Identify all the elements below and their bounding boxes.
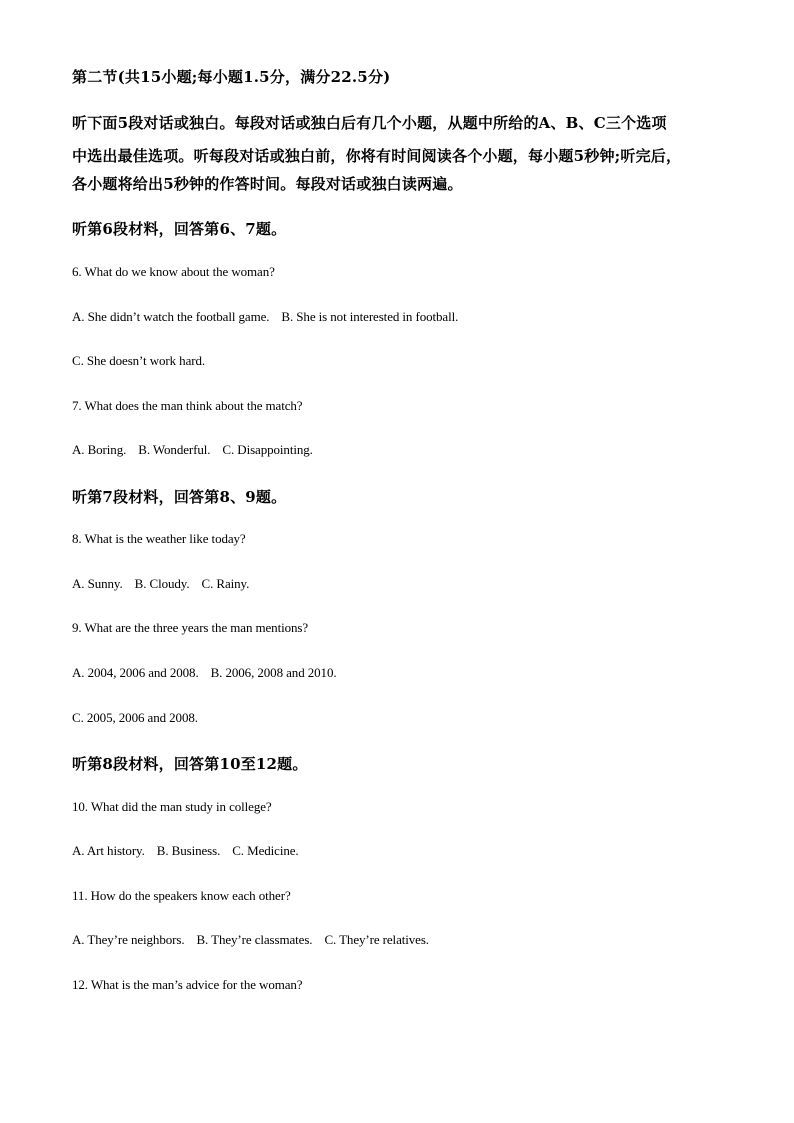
question-7-options <box>72 442 313 458</box>
question-10-options <box>72 843 299 859</box>
question-7-option-b: B. Wonderful. <box>138 442 211 457</box>
question-8-stem: 8. What is the weather like today? <box>72 531 246 546</box>
question-8-option-c: C. Rainy. <box>201 576 250 591</box>
question-6-option-a: A. She didn’t watch the football game. <box>72 309 270 324</box>
question-9-stem: 9. What are the three years the man mentions? <box>72 620 309 635</box>
question-10-option-c: C. Medicine. <box>232 843 299 858</box>
question-11-stem: 11. How do the speakers know each other? <box>72 888 291 903</box>
question-9-option-b: B. 2006, 2008 and 2010. <box>210 665 337 680</box>
question-10-option-a: A. Art history. <box>72 843 145 858</box>
instruction-line: 各小题将给出5秒钟的作答时间。每段对话或独白读两遍。 <box>72 175 463 193</box>
question-9-options <box>72 665 337 681</box>
question-7-option-c: C. Disappointing. <box>222 442 313 457</box>
question-9-option-c: C. 2005, 2006 and 2008. <box>72 710 198 725</box>
question-12-stem: 12. What is the man’s advice for the woman? <box>72 977 303 992</box>
question-8-option-a: A. Sunny. <box>72 576 123 591</box>
question-9-option-a: A. 2004, 2006 and 2008. <box>72 665 199 680</box>
question-7-option-a: A. Boring. <box>72 442 127 457</box>
instruction-line: 中选出最佳选项。听每段对话或独白前，你将有时间阅读各个小题，每小题5秒钟;听完后， <box>72 147 682 165</box>
group-header-material-6: 听第6段材料，回答第6、7题。 <box>72 220 287 238</box>
question-9-options <box>72 710 198 726</box>
question-11-option-c: C. They’re relatives. <box>324 932 429 947</box>
question-11-options <box>72 932 429 948</box>
section-heading: 第二节(共15小题;每小题1.5分，满分22.5分) <box>72 68 391 86</box>
group-header-material-7: 听第7段材料，回答第8、9题。 <box>72 488 287 506</box>
question-6-options <box>72 309 458 325</box>
question-8-options <box>72 576 249 592</box>
question-8-option-b: B. Cloudy. <box>134 576 190 591</box>
question-10-stem: 10. What did the man study in college? <box>72 799 272 814</box>
group-header-material-8: 听第8段材料，回答第10至12题。 <box>72 755 308 773</box>
question-7-stem: 7. What does the man think about the match? <box>72 398 303 413</box>
question-11-option-b: B. They’re classmates. <box>196 932 313 947</box>
question-6-stem: 6. What do we know about the woman? <box>72 264 275 279</box>
question-6-option-c: C. She doesn’t work hard. <box>72 353 206 368</box>
question-6-option-b: B. She is not interested in football. <box>281 309 459 324</box>
question-11-option-a: A. They’re neighbors. <box>72 932 185 947</box>
instruction-line: 听下面5段对话或独白。每段对话或独白后有几个小题，从题中所给的A、B、C三个选项 <box>72 114 667 132</box>
question-6-options <box>72 353 205 369</box>
question-10-option-b: B. Business. <box>156 843 221 858</box>
